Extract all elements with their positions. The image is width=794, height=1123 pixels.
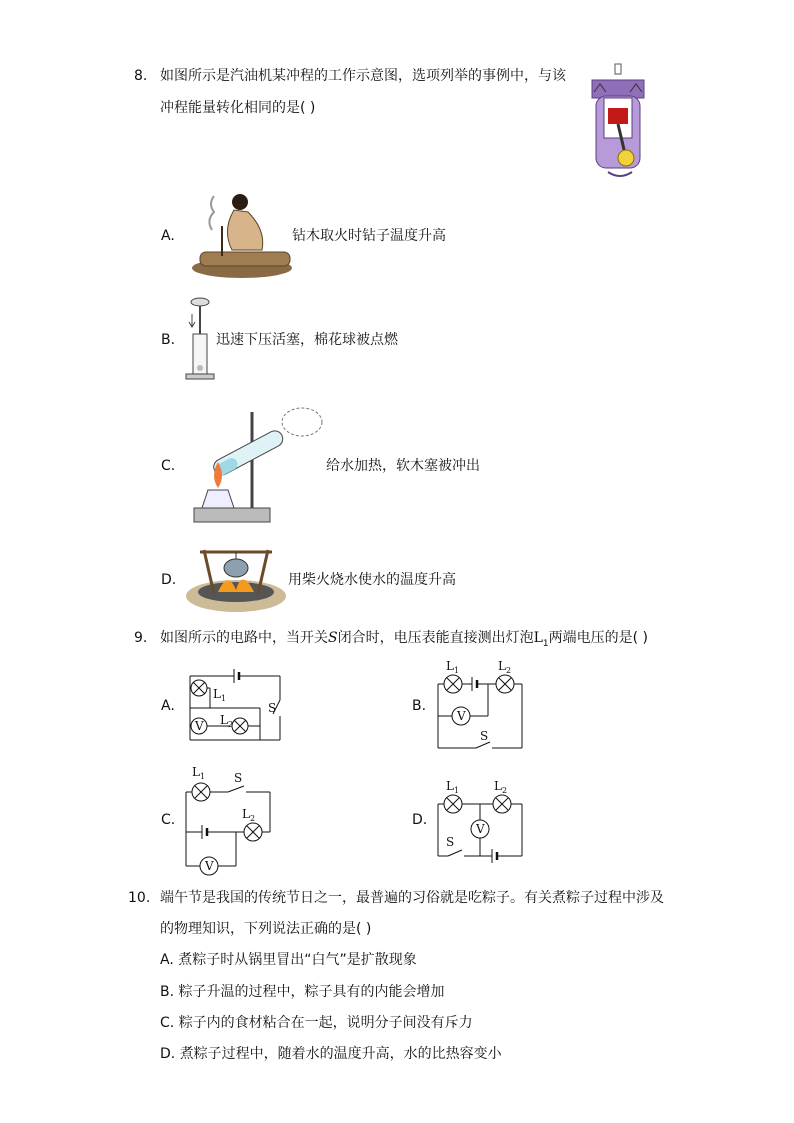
circuit-a-l2-label: $L_2$	[220, 713, 234, 729]
q8-option-d-letter: D.	[161, 572, 177, 588]
q9-number: 9.	[134, 630, 148, 646]
circuit-d-voltmeter-label: V	[476, 822, 485, 836]
q10-option-c-letter: C.	[160, 1015, 175, 1031]
q8-option-a-letter: A.	[161, 228, 175, 244]
q10-option-c-text: 粽子内的食材粘合在一起，说明分子间没有斥力	[178, 1015, 473, 1031]
q9-lamp-label: L	[533, 630, 543, 646]
circuit-c-l1-label: $L_1$	[192, 765, 206, 781]
q8-option-b-letter: B.	[161, 332, 176, 348]
drilling-wood-fire-image	[182, 190, 292, 280]
q8-number: 8.	[134, 68, 148, 84]
circuit-c-voltmeter-label: V	[205, 859, 214, 873]
q10-option-a-letter: A.	[160, 952, 174, 968]
q10-stem-line1: 端午节是我国的传统节日之一，最普遍的习俗就是吃粽子。有关煮粽子过程中涉及	[160, 890, 664, 906]
q9-stem-part1: 如图所示的电路中，当开关	[160, 630, 328, 646]
heating-test-tube-image	[190, 404, 324, 524]
q9-option-d-letter: D.	[412, 812, 428, 828]
q9-option-b-letter: B.	[412, 698, 427, 714]
q8-option-d-text: 用柴火烧水使水的温度升高	[288, 572, 456, 588]
q8-option-c-letter: C.	[161, 458, 176, 474]
q10-option-b	[160, 982, 445, 1002]
circuit-d-l2-label: $L_2$	[494, 779, 508, 795]
circuit-d-l1-label: $L_1$	[446, 779, 460, 795]
q10-option-b-text: 粽子升温的过程中，粽子具有的内能会增加	[178, 984, 445, 1000]
q9-option-c-letter: C.	[161, 812, 176, 828]
campfire-kettle-image	[184, 540, 288, 614]
q8-stem-line1: 如图所示是汽油机某冲程的工作示意图，选项列举的事例中，与该	[160, 68, 566, 84]
q8-stem-line2: 冲程能量转化相同的是( )	[160, 100, 316, 116]
circuit-a-diagram	[184, 664, 290, 744]
engine-stroke-figure	[588, 62, 648, 188]
circuit-d-switch-label: S	[446, 835, 455, 849]
circuit-c-switch-label: S	[234, 771, 243, 785]
q9-stem-part2: 闭合时，电压表能直接测出灯泡	[337, 630, 534, 646]
q10-option-d-text: 煮粽子过程中，随着水的温度升高，水的比热容变小	[179, 1046, 502, 1062]
circuit-b-switch-label: S	[480, 729, 489, 743]
q10-option-c	[160, 1013, 473, 1033]
q9-lamp-subscript: 1	[542, 638, 549, 649]
q8-option-a-text: 钻木取火时钻子温度升高	[292, 228, 446, 244]
q9-option-a-letter: A.	[161, 698, 175, 714]
q10-option-b-letter: B.	[160, 984, 175, 1000]
circuit-a-switch-label: S	[268, 701, 277, 715]
q10-number: 10.	[128, 890, 151, 906]
circuit-c-diagram	[182, 762, 276, 874]
circuit-a-voltmeter-label: V	[195, 719, 204, 733]
q10-option-d-letter: D.	[160, 1046, 176, 1062]
q10-option-d	[160, 1044, 502, 1064]
q10-option-a-text: 煮粽子时从锅里冒出“白气”是扩散现象	[178, 952, 417, 968]
q9-stem-part3: 两端电压的是( )	[548, 630, 648, 646]
circuit-b-voltmeter-label: V	[457, 709, 466, 723]
q9-stem	[160, 628, 648, 654]
circuit-c-l2-label: $L_2$	[242, 807, 256, 823]
q9-switch-symbol: S	[328, 630, 338, 646]
circuit-b-diagram	[432, 654, 528, 752]
q8-option-b-text: 迅速下压活塞，棉花球被点燃	[216, 332, 398, 348]
q10-option-a	[160, 950, 417, 970]
q8-option-c-text: 给水加热，软木塞被冲出	[326, 458, 480, 474]
piston-cotton-image	[180, 296, 220, 384]
circuit-b-l1-label: $L_1$	[446, 659, 460, 675]
circuit-b-l2-label: $L_2$	[498, 659, 512, 675]
circuit-a-l1-label: $L_1$	[213, 687, 227, 703]
circuit-d-diagram	[434, 772, 528, 862]
q10-stem-line2: 的物理知识，下列说法正确的是( )	[160, 921, 372, 937]
